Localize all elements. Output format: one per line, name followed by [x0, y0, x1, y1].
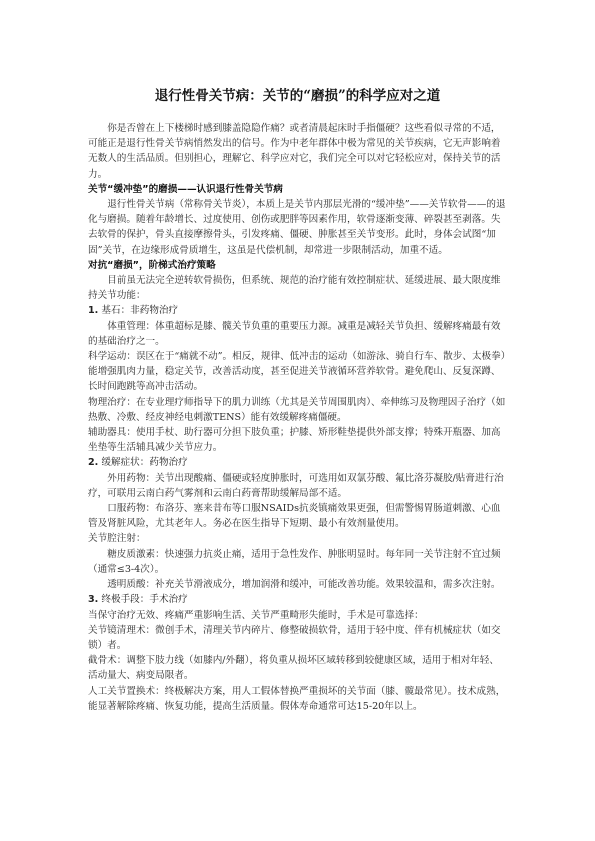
- step3-title: 终极手段：手术治疗: [101, 594, 188, 606]
- step3-heading: [88, 592, 508, 607]
- step3-joint-replacement: 人工关节置换术：终极解决方案，用人工假体替换严重损坏的关节面（膝、髋最常见）。技术成熟，能显著解除疼痛、恢复功能，提高生活质量。假体寿命通常可达15-20年以上。: [88, 685, 506, 712]
- section-cartilage-text: 退行性骨关节病（常称骨关节炎），本质上是关节内那层光滑的“缓冲垫”——关节软骨——的退化与磨损。随着年龄增长、过度使用、创伤或肥胖等因素作用，软骨逐渐变薄、碎裂甚至剥落。失去软骨的保护，骨头直接摩擦骨头，引发疼痛、僵硬、肿胀甚至关节变形。此时，身体会试图“加固”关节，在边缘形成骨质增生，这虽是代偿机制，却常进一步限制活动，加重不适。: [88, 199, 506, 256]
- step1-physiotherapy: 物理治疗：在专业理疗师指导下的肌力训练（尤其是关节周围肌肉）、牵伸练习及物理因子治疗（如热敷、冷敷、经皮神经电刺激TENS）能有效缓解疼痛僵硬。: [88, 396, 506, 423]
- step1-number: 1.: [88, 305, 99, 317]
- step2-external-drugs: 外用药物：关节出现酸痛、僵硬或轻度肿胀时，可选用如双氯芬酸、氟比洛芬凝胶/贴膏进行治疗，可联用云南白药气雾剂和云南白药膏帮助缓解局部不适。: [88, 472, 504, 499]
- step1-title: 基石：非药物治疗: [101, 305, 179, 317]
- step2-title: 缓解症状：药物治疗: [101, 457, 188, 469]
- section-heading-treatment: 对抗“磨损”，阶梯式治疗策略: [88, 259, 216, 271]
- step2-injection-label: 关节腔注射：: [88, 533, 146, 545]
- step1-assistive-devices: 辅助器具：使用手杖、助行器可分担下肢负重；护膝、矫形鞋垫提供外部支撑；特殊开瓶器、加高坐垫等生活辅具减少关节应力。: [88, 427, 501, 454]
- page-title: 退行性骨关节病：关节的“磨损”的科学应对之道: [154, 88, 441, 105]
- step1-exercise: 科学运动：误区在于“痛就不动”。相反，规律、低冲击的运动（如游泳、骑自行车、散步、太极拳）能增强肌肉力量，稳定关节，改善活动度，甚至促进关节液循环营养软骨。避免爬山、反复深蹲、长时间跑跳等高冲击活动。: [88, 351, 506, 393]
- step2-oral-drugs: 口服药物：布洛芬、塞来昔布等口服NSAIDs抗炎镇痛效果更强，但需警惕胃肠道刺激、心血管及肾脏风险，尤其老年人。务必在医生指导下短期、最小有效剂量使用。: [88, 503, 501, 530]
- step3-arthroscopy: 关节镜清理术：微创手术，清理关节内碎片、修整破损软骨，适用于轻中度、伴有机械症状（如交锁）者。: [88, 624, 501, 651]
- article-body: [88, 121, 508, 714]
- step3-number: 3.: [88, 594, 99, 606]
- step3-osteotomy: 截骨术：调整下肢力线（如膝内/外翻），将负重从损坏区域转移到较健康区域，适用于相对年轻、活动量大、病变局限者。: [88, 655, 499, 682]
- step3-intro: 当保守治疗无效、疼痛严重影响生活、关节严重畸形失能时，手术是可靠选择：: [88, 609, 424, 621]
- step1-weight-management: 体重管理：体重超标是膝、髋关节负重的重要压力源。减重是减轻关节负担、缓解疼痛最有效的基础治疗之一。: [88, 320, 501, 347]
- section-heading-cartilage: 关节“缓冲垫”的磨损——认识退行性骨关节病: [88, 183, 283, 195]
- step2-number: 2.: [88, 457, 99, 469]
- section-treatment-text: 目前虽无法完全逆转软骨损伤，但系统、规范的治疗能有效控制症状、延缓进展、最大限度维持关节功能：: [88, 275, 501, 302]
- step2-heading: [88, 455, 508, 470]
- intro-paragraph: 你是否曾在上下楼梯时感到膝盖隐隐作痛？或者清晨起床时手指僵硬？这些看似寻常的不适，可能正是退行性骨关节病悄然发出的信号。作为中老年群体中极为常见的关节疾病，它无声影响着无数人的生活品质。但别担心，理解它、科学应对它，我们完全可以对它轻松应对，保持关节的活力。: [88, 123, 501, 180]
- step2-steroid-injection: 糖皮质激素：快速强力抗炎止痛，适用于急性发作、肿胀明显时。每年同一关节注射不宜过频（通常≤3-4次）。: [88, 548, 501, 575]
- step2-hyaluronic-injection: 透明质酸：补充关节滑液成分，增加润滑和缓冲，可能改善功能。效果较温和，需多次注射。: [107, 579, 501, 591]
- step1-heading: [88, 303, 508, 318]
